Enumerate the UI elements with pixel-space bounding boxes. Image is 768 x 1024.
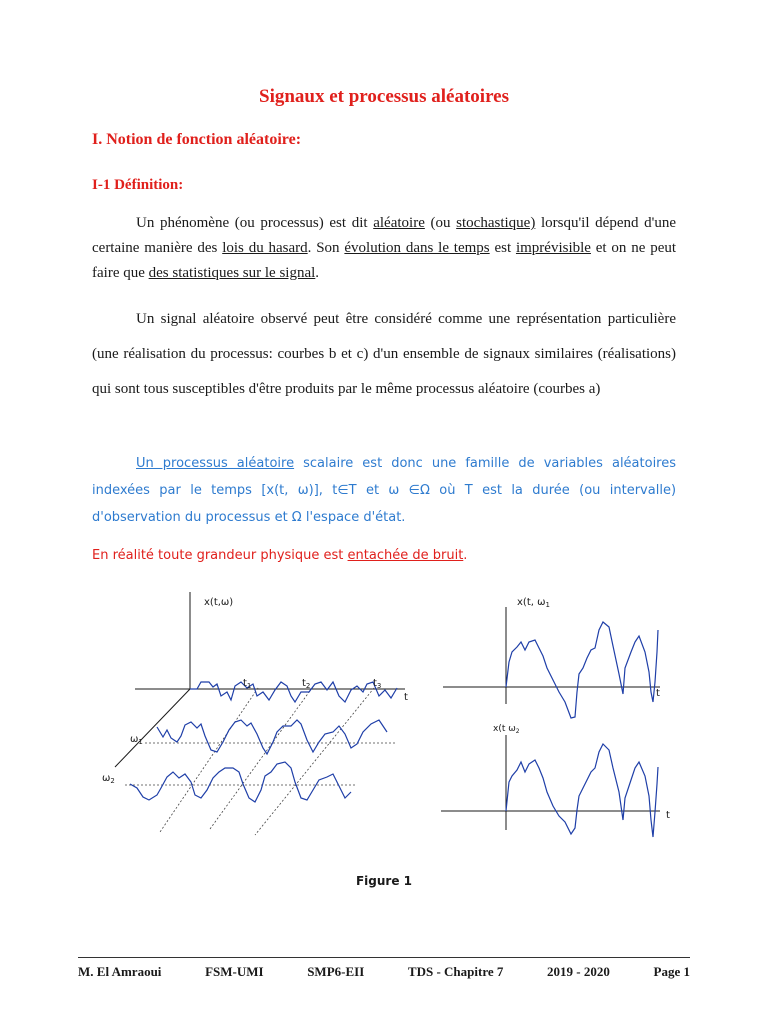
text-run: En réalité toute grandeur physique est	[92, 548, 348, 563]
label-omega1: $\omega_1$	[130, 734, 143, 746]
label-t-b: t	[656, 688, 660, 699]
math-expression: [x(t, ω)], t∈T et ω ∈Ω où T	[261, 483, 473, 498]
section-heading: I. Notion de fonction aléatoire:	[92, 131, 302, 148]
footer-author: M. El Amraoui	[78, 964, 162, 979]
text-run: .	[463, 548, 468, 563]
omega-axis	[115, 689, 190, 767]
underlined-term: lois du hasard	[222, 240, 308, 256]
text-run: scalaire est donc une famille de variables aléatoires indexées par le temps	[92, 456, 677, 498]
figure-caption: Figure 1	[355, 874, 413, 888]
math-expression: Ω	[291, 510, 302, 525]
footer-page: Page 1	[653, 964, 690, 979]
underlined-term: évolution dans le temps	[344, 240, 490, 256]
realization-curve-1	[190, 682, 397, 702]
page-footer	[78, 964, 690, 980]
text-run: Un phénomène (ou processus) est dit	[136, 215, 374, 231]
footer-program: SMP6-EII	[307, 964, 365, 979]
underlined-term: stochastique)	[456, 215, 536, 231]
realization-curve-3	[130, 762, 351, 802]
underlined-term: imprévisible	[515, 240, 591, 256]
label-x-omega2: x(t $\omega_2$	[493, 724, 520, 735]
underlined-term: aléatoire	[373, 215, 425, 231]
process-definition-paragraph	[92, 450, 676, 531]
footer-year: 2019 - 2020	[547, 964, 610, 979]
text-run: et on ne peut faire que	[92, 240, 677, 281]
realization-curve-2	[157, 720, 387, 754]
definition-paragraph	[92, 211, 676, 286]
label-t: t	[404, 692, 408, 703]
footer-divider	[78, 957, 690, 958]
underlined-term: des statistiques sur le signal	[148, 265, 316, 281]
label-x-omega1: x(t, $\omega_1$	[517, 597, 550, 609]
label-t3: $t_3$	[373, 678, 382, 690]
underlined-term: entachée de bruit	[347, 548, 464, 563]
figure-1	[102, 592, 685, 867]
text-run: est	[489, 240, 516, 256]
subsection-heading: I-1 Définition:	[92, 177, 184, 193]
text-run: lorsqu'il dépend d'une certaine manière des	[92, 215, 677, 256]
dashed-line-t1	[160, 688, 258, 832]
label-omega2: $\omega_2$	[102, 773, 115, 785]
dashed-line-t2	[210, 688, 312, 829]
curve-b	[506, 622, 658, 718]
curve-c	[506, 744, 658, 837]
underlined-term: Un processus aléatoire	[136, 456, 295, 471]
text-run: est la durée (ou intervalle) d'observation du processus et	[92, 483, 677, 525]
label-x-omega: x(t,ω)	[204, 597, 234, 608]
label-t2: $t_2$	[302, 678, 311, 690]
dashed-line-t3	[255, 688, 374, 835]
page-title: Signaux et processus aléatoires	[259, 86, 509, 107]
label-t1: $t_1$	[243, 678, 252, 690]
label-t-c: t	[666, 810, 670, 821]
footer-institution: FSM-UMI	[205, 964, 264, 979]
text-run: . Son	[307, 240, 345, 256]
text-run: .	[315, 265, 320, 281]
footer-course: TDS - Chapitre 7	[407, 964, 504, 979]
noise-remark	[92, 548, 467, 563]
text-run: (ou	[424, 215, 457, 231]
text-run: Un signal aléatoire observé peut être considéré comme une représentation particulière (une réalisation du processus: courbes b et c) d'un ensemble de signaux similaires (réalisations) qui sont tous susceptibles d'être produits par le même processus aléatoire (courbes a)	[92, 311, 676, 397]
text-run: l'espace d'état.	[301, 510, 406, 525]
signal-paragraph	[92, 302, 676, 407]
